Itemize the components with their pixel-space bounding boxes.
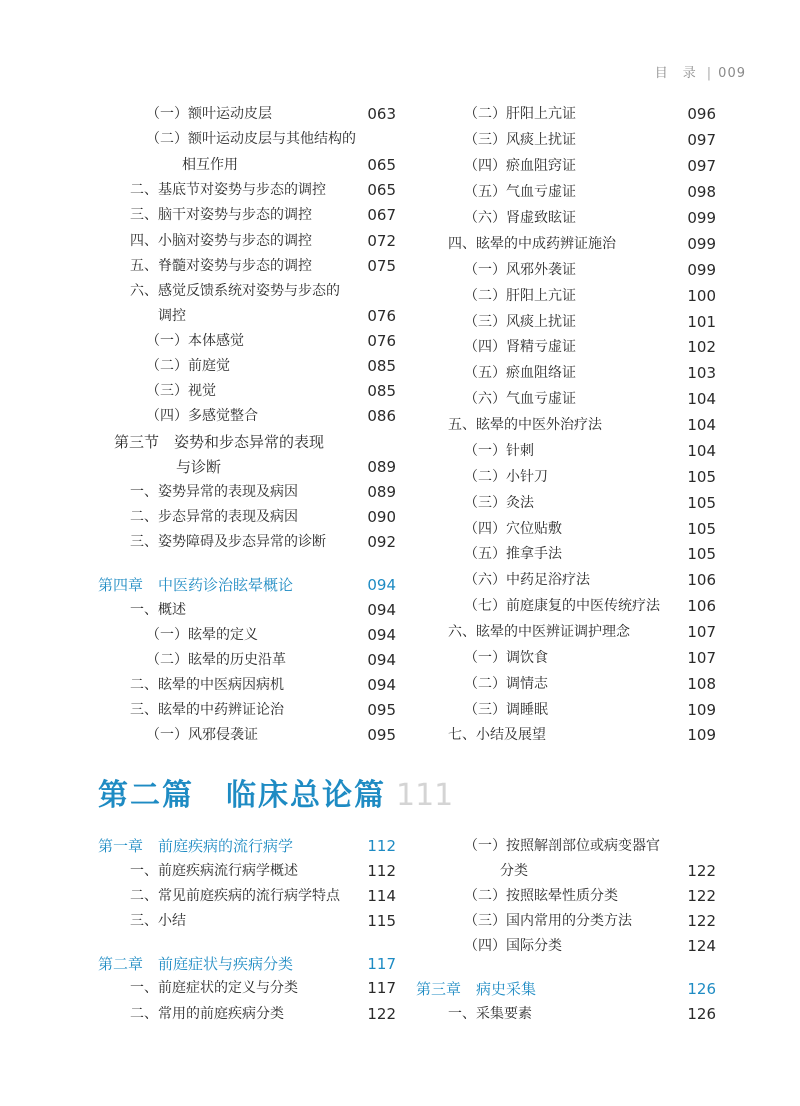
toc-entry[interactable]: 二、常用的前庭疾病分类 122 <box>130 1005 396 1023</box>
toc-entry[interactable]: （二）肝阳上亢证 096 <box>464 105 716 123</box>
toc-entry[interactable]: 七、小结及展望 109 <box>448 726 716 744</box>
toc-entry[interactable]: 五、眩晕的中医外治疗法 104 <box>448 416 716 434</box>
toc-left-bottom <box>98 0 396 1040</box>
toc-entry[interactable]: 三、眩晕的中药辨证论治 095 <box>130 701 396 719</box>
toc-entry[interactable]: 二、常见前庭疾病的流行病学特点 114 <box>130 887 396 905</box>
toc-entry[interactable]: （一）风邪外袭证 099 <box>464 261 716 279</box>
toc-entry[interactable]: （三）风痰上扰证 097 <box>464 131 716 149</box>
toc-chapter[interactable]: 第二章 前庭症状与疾病分类 117 <box>98 955 396 973</box>
part-title-page: 111 <box>396 778 454 813</box>
toc-entry[interactable]: 三、脑干对姿势与步态的调控 067 <box>130 206 396 224</box>
toc-section[interactable]: 与诊断 089 <box>176 458 396 476</box>
toc-entry[interactable]: （一）本体感觉 076 <box>146 332 396 350</box>
toc-entry[interactable]: 三、姿势障碍及步态异常的诊断 092 <box>130 533 396 551</box>
toc-entry[interactable]: （一）调饮食 107 <box>464 649 716 667</box>
toc-entry[interactable]: （一）额叶运动皮层 063 <box>146 105 396 123</box>
toc-entry[interactable]: （三）视觉 085 <box>146 382 396 400</box>
toc-entry[interactable]: 二、眩晕的中医病因病机 094 <box>130 676 396 694</box>
toc-entry[interactable]: （七）前庭康复的中医传统疗法 106 <box>464 597 716 615</box>
toc-entry[interactable]: （三）灸法 105 <box>464 494 716 512</box>
toc-entry[interactable]: （四）国际分类 124 <box>464 937 716 955</box>
toc-entry[interactable]: 四、眩晕的中成药辨证施治 099 <box>448 235 716 253</box>
toc-entry[interactable]: （四）肾精亏虚证 102 <box>464 338 716 356</box>
toc-entry[interactable]: 六、感觉反馈系统对姿势与步态的 <box>130 283 340 299</box>
toc-entry[interactable]: （四）穴位贴敷 105 <box>464 520 716 538</box>
toc-entry[interactable]: 四、小脑对姿势与步态的调控 072 <box>130 232 396 250</box>
toc-entry[interactable]: （一）眩晕的定义 094 <box>146 626 396 644</box>
toc-entry[interactable]: （二）前庭觉 085 <box>146 357 396 375</box>
toc-entry[interactable]: 六、眩晕的中医辨证调护理念 107 <box>448 623 716 641</box>
toc-entry[interactable]: 二、基底节对姿势与步态的调控 065 <box>130 181 396 199</box>
toc-entry[interactable]: （五）瘀血阻络证 103 <box>464 364 716 382</box>
toc-chapter[interactable]: 第一章 前庭疾病的流行病学 112 <box>98 837 396 855</box>
toc-entry[interactable]: 三、小结 115 <box>130 912 396 930</box>
toc-entry[interactable]: （四）多感觉整合 086 <box>146 407 396 425</box>
toc-entry[interactable]: （二）眩晕的历史沿革 094 <box>146 651 396 669</box>
toc-entry[interactable]: （五）气血亏虚证 098 <box>464 183 716 201</box>
toc-section[interactable]: 第三节 姿势和步态异常的表现 <box>114 433 325 451</box>
toc-entry[interactable]: （三）调睡眠 109 <box>464 701 716 719</box>
toc-entry[interactable]: （二）调情志 108 <box>464 675 716 693</box>
toc-entry[interactable]: （六）气血亏虚证 104 <box>464 390 716 408</box>
toc-right-bottom <box>416 0 716 1040</box>
toc-entry[interactable]: （六）肾虚致眩证 099 <box>464 209 716 227</box>
toc-entry[interactable]: （六）中药足浴疗法 106 <box>464 571 716 589</box>
toc-entry[interactable]: 一、前庭疾病流行病学概述 112 <box>130 862 396 880</box>
toc-entry[interactable]: （三）风痰上扰证 101 <box>464 313 716 331</box>
toc-entry[interactable]: 一、姿势异常的表现及病因 089 <box>130 483 396 501</box>
toc-entry[interactable]: 一、采集要素 126 <box>448 1005 716 1023</box>
toc-entry[interactable]: （四）瘀血阻窍证 097 <box>464 157 716 175</box>
toc-entry[interactable]: （二）按照眩晕性质分类 122 <box>464 887 716 905</box>
toc-entry[interactable]: 一、前庭症状的定义与分类 117 <box>130 979 396 997</box>
toc-chapter[interactable]: 第四章 中医药诊治眩晕概论 094 <box>98 576 396 594</box>
toc-entry[interactable]: （一）风邪侵袭证 095 <box>146 726 396 744</box>
toc-entry[interactable]: 调控 076 <box>158 307 396 325</box>
toc-entry[interactable]: （三）国内常用的分类方法 122 <box>464 912 716 930</box>
toc-entry[interactable]: （二）小针刀 105 <box>464 468 716 486</box>
header-page-number: 009 <box>718 66 746 81</box>
header-title: 目 录 <box>654 66 697 81</box>
toc-entry[interactable]: 相互作用 065 <box>182 156 396 174</box>
toc-entry[interactable]: 分类 122 <box>500 862 716 880</box>
toc-entry[interactable]: 一、概述 094 <box>130 601 396 619</box>
toc-chapter[interactable]: 第三章 病史采集 126 <box>416 980 716 998</box>
toc-entry[interactable]: （一）针刺 104 <box>464 442 716 460</box>
toc-entry[interactable]: （一）按照解剖部位或病变器官 <box>464 838 660 854</box>
toc-entry[interactable]: （二）肝阳上亢证 100 <box>464 287 716 305</box>
part-title-text: 第二篇 临床总论篇 <box>98 778 386 813</box>
header-divider: | <box>706 66 713 81</box>
toc-entry[interactable]: （二）额叶运动皮层与其他结构的 <box>146 131 356 147</box>
toc-entry[interactable]: （五）推拿手法 105 <box>464 545 716 563</box>
toc-entry[interactable]: 五、脊髓对姿势与步态的调控 075 <box>130 257 396 275</box>
toc-entry[interactable]: 二、步态异常的表现及病因 090 <box>130 508 396 526</box>
